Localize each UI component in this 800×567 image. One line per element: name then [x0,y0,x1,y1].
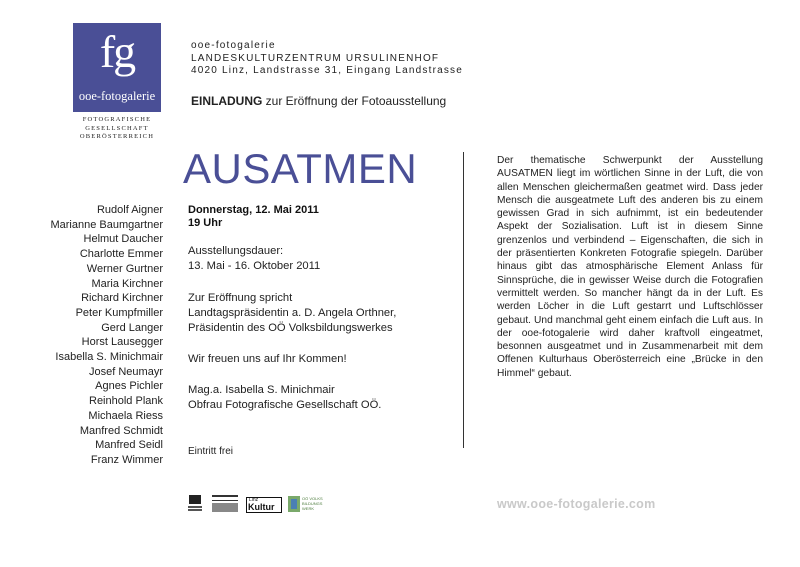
artist-name: Manfred Schmidt [79,424,163,437]
event-date [188,204,319,230]
artist-name: Josef Neumayr [89,365,163,378]
artist-list [20,203,163,468]
sponsor-logo-volksbildungswerk [288,495,328,513]
artist-name: Helmut Daucher [83,233,163,246]
opening-speech [188,291,396,336]
signature-name: Mag.a. Isabella S. Minichmair [188,384,335,396]
artist-name: Franz Wimmer [90,453,163,466]
artist-name: Manfred Seidl [95,439,163,452]
invitation-heading [191,94,446,108]
artist-name: Reinhold Plank [89,395,163,408]
exhibition-title: AUSATMEN [183,145,418,192]
sponsor-obw-line: OÖ VOLKS [302,496,323,501]
artist-name: Rudolf Aigner [96,204,163,216]
venue-name: LANDESKULTURZENTRUM URSULINENHOF [191,52,440,64]
artist-name: Maria Kirchner [91,277,163,290]
artist-name: Gerd Langer [101,321,163,334]
gallery-address [191,40,463,78]
logo-subtitle [73,116,161,142]
artist-name: Agnes Pichler [95,380,163,393]
sponsor-logo-ooe [212,495,238,513]
sponsor-obw-line: BILDUNGS [302,501,323,506]
exhibition-duration [188,244,320,274]
welcome-text: Wir freuen uns auf Ihr Kommen! [188,353,347,365]
artist-name: Werner Gurtner [86,262,163,275]
invitation-rest: zur Eröffnung der Fotoausstellung [262,94,447,108]
column-divider [463,152,464,448]
sponsor-logo-linz-kultur [246,497,282,513]
opening-line: Präsidentin des OÖ Volksbildungswerkes [188,322,393,334]
artist-name: Peter Kumpfmiller [75,306,163,319]
exhibition-description: Der thematische Schwerpunkt der Ausstellung AUSATMEN liegt im wörtlichen Sinne in der Luft, die von allen Menschen gleichermaßen geatmet wird. Dass jeder Mensch die ausgeatmete Luft des anderen bis zu einem gewissen Grad in sich aufnimmt, ist ein bedeutender Aspekt der Sozialisation. Luft ist in diesem Sinne grenzenlos und verbindend – Eigenschaften, die sich in der präsentierten Konkreten Fotografie spiegeln. Darüber hinaus gibt das atmosphärische Element Anlass für Sinnsprüche, die in gewisser Weise durch die Fotografien vermittelt werden. So mancher hängt da in der Luft. Es werden Löcher in die Luft gestarrt und Luftschlösser gebaut. Und manchmal geht einem einfach die Luft aus. In der ooe-fotogalerie wird daher kraftvoll eingeatmet, besonnen ausgeatmet und in Zusammenarbeit mit dem Offenen Kulturhaus Oberösterreich eine „Brücke in den Himmel“ gebaut. [497,155,763,379]
signature [188,383,381,413]
opening-line: Zur Eröffnung spricht [188,292,293,304]
signature-title: Obfrau Fotografische Gesellschaft OÖ. [188,399,382,411]
sponsor-linz: Linz [249,497,259,503]
event-time: 19 Uhr [188,217,223,229]
logo-mark: fg [99,26,135,77]
duration-label: Ausstellungsdauer: [188,245,284,257]
invitation-strong: EINLADUNG [191,94,263,108]
artist-name: Marianne Baumgartner [50,218,163,231]
website-link[interactable]: www.ooe-fotogalerie.com [497,497,656,511]
sponsor-obw-line: WERK [302,506,314,511]
artist-name: Isabella S. Minichmair [55,351,163,364]
opening-line: Landtagspräsidentin a. D. Angela Orthner, [188,307,397,319]
logo-name: ooe-fotogalerie [78,89,156,103]
entry-note: Eintritt frei [188,446,234,457]
logo-subtitle-line: OBERÖSTERREICH [79,133,155,140]
event-date-text: Donnerstag, 12. Mai 2011 [188,204,319,216]
duration-value: 13. Mai - 16. Oktober 2011 [188,260,321,272]
sponsor-kultur: Kultur [248,502,275,512]
street-address: 4020 Linz, Landstrasse 31, Eingang Landstrasse [191,65,464,76]
sponsor-logo-kulturquartier [188,495,202,513]
logo-subtitle-line: GESELLSCHAFT [85,124,149,132]
gallery-name: ooe-fotogalerie [191,40,276,51]
artist-name: Horst Lausegger [81,336,163,349]
logo-subtitle-line: FOTOGRAFISCHE [82,116,152,123]
artist-name: Charlotte Emmer [79,248,163,261]
volksbildungswerk-icon [288,496,300,512]
artist-name: Richard Kirchner [81,292,163,305]
logo [73,23,161,112]
artist-name: Michaela Riess [88,409,163,422]
